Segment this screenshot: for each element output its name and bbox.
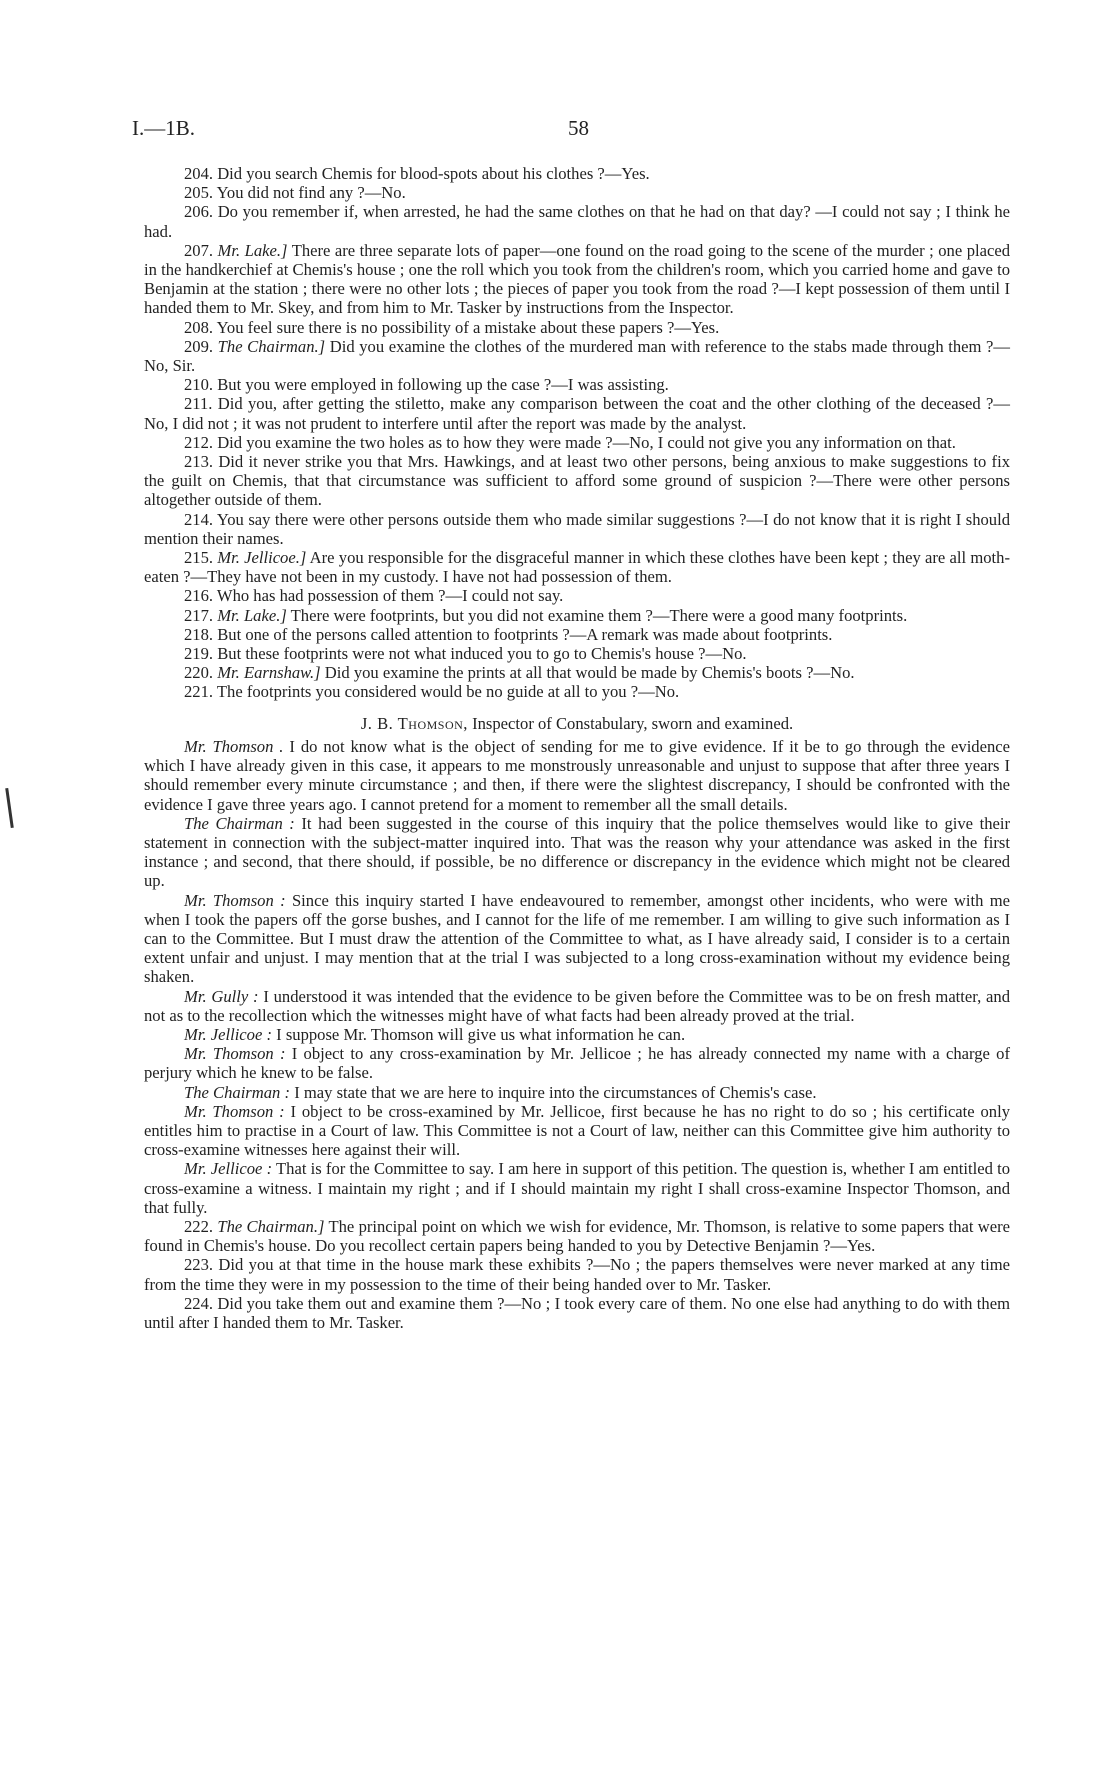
paragraph-text: Do you remember if, when arrested, he had the same clothes on that he had on that day? —I could not say ; I think he had.	[144, 202, 1010, 241]
speaker-label: Mr. Jellicoe.]	[217, 548, 307, 568]
question-number: 224.	[184, 1293, 214, 1313]
paragraph-text: Did you at that time in the house mark these exhibits ?—No ; the papers themselves were never marked at any time from the time they were in my possession to the time of their being handed over to Mr. Tasker.	[144, 1255, 1010, 1294]
transcript-paragraph	[144, 606, 1010, 625]
paragraph-text: That is for the Committee to say. I am here in support of this petition. The question is, whether I am entitled to cross-examine a witness. I maintain my right ; and if I should maintain my right I shall cross-examine Inspector Thomson, and that fully.	[144, 1159, 1010, 1217]
transcript-paragraph	[144, 183, 1010, 202]
paragraph-text: But one of the persons called attention to footprints ?—A remark was made about footprints.	[217, 624, 833, 644]
witness-description: Inspector of Constabulary, sworn and examined.	[472, 713, 794, 733]
speaker-label: Mr. Thomson :	[184, 1044, 286, 1064]
speaker-label: Mr. Earnshaw.]	[217, 663, 321, 683]
speaker-label: Mr. Thomson :	[184, 890, 286, 910]
paragraph-text: I suppose Mr. Thomson will give us what information he can.	[276, 1024, 686, 1044]
witness-heading	[144, 714, 1010, 733]
page-header	[132, 116, 1012, 146]
transcript-paragraph	[144, 337, 1010, 375]
paragraph-text: There are three separate lots of paper—one found on the road going to the scene of the murder ; one placed in the handkerchief at Chemis's house ; one the roll which you took from the children's room, which you carried home and gave to Benjamin at the station ; there were no other lots ; the pieces of paper you took from the road ?—I kept possession of them until I handed them to Mr. Skey, and from him to Mr. Tasker by instructions from the Inspector.	[144, 240, 1010, 318]
question-number: 206.	[184, 202, 214, 222]
transcript-paragraph	[144, 891, 1010, 987]
speaker-label: Mr. Thomson .	[184, 736, 284, 756]
speaker-label: Mr. Jellicoe :	[184, 1159, 273, 1179]
transcript-paragraph	[144, 318, 1010, 337]
examination-part-1	[144, 164, 1010, 702]
paragraph-text: You feel sure there is no possibility of a mistake about these papers ?—Yes.	[216, 317, 720, 337]
paragraph-text: Did you search Chemis for blood-spots about his clothes ?—Yes.	[217, 164, 650, 183]
question-number: 213.	[184, 452, 214, 472]
paragraph-text: The footprints you considered would be no guide at all to you ?—No.	[216, 682, 680, 702]
speaker-label: Mr. Thomson :	[184, 1101, 285, 1121]
transcript-paragraph	[144, 202, 1010, 240]
transcript-paragraph	[144, 814, 1010, 891]
paragraph-text: Since this inquiry started I have endeavoured to remember, amongst other incidents, who were with me when I took the papers off the gorse bushes, and I cannot for the life of me remember. I am willing to give such information as I can to the Committee. But I must draw the attention of the Committee to what, as I have already said, I consider is to a certain extent unfair and unjust. I may mention that at the trial I was subjected to a long cross-examination without my evidence being shaken.	[144, 890, 1010, 987]
transcript-paragraph	[144, 375, 1010, 394]
margin-pen-mark	[5, 788, 14, 828]
transcript-paragraph	[144, 1025, 1010, 1044]
transcript-paragraph	[144, 737, 1010, 814]
speaker-label: The Chairman.]	[217, 1216, 325, 1236]
transcript-paragraph	[144, 164, 1010, 183]
paragraph-text: I object to any cross-examination by Mr. Jellicoe ; he has already connected my name with a charge of perjury which he knew to be false.	[144, 1044, 1010, 1083]
page-number: 58	[568, 116, 589, 140]
question-number: 222.	[184, 1216, 214, 1236]
paragraph-text: You say there were other persons outside them who made similar suggestions ?—I do not know that it is right I should mention their names.	[144, 509, 1010, 548]
paragraph-text: But you were employed in following up the case ?—I was assisting.	[217, 375, 669, 395]
speaker-label: Mr. Jellicoe :	[184, 1024, 272, 1044]
transcript-paragraph	[144, 433, 1010, 452]
document-body	[144, 164, 1010, 1332]
transcript-paragraph	[144, 1255, 1010, 1293]
transcript-paragraph	[144, 682, 1010, 701]
transcript-paragraph	[144, 663, 1010, 682]
question-number: 223.	[184, 1255, 214, 1275]
paragraph-text: But these footprints were not what induced you to go to Chemis's house ?—No.	[217, 644, 747, 664]
paragraph-text: Did you, after getting the stiletto, make any comparison between the coat and the other clothing of the deceased ?—No, I did not ; it was not prudent to interfere until after the report was made by the analyst.	[144, 394, 1010, 433]
question-number: 221.	[184, 682, 214, 702]
question-number: 210.	[184, 375, 214, 395]
transcript-paragraph	[144, 987, 1010, 1025]
speaker-label: Mr. Gully :	[184, 986, 259, 1006]
transcript-paragraph	[144, 1159, 1010, 1217]
paragraph-text: I may state that we are here to inquire into the circumstances of Chemis's case.	[294, 1082, 817, 1102]
question-number: 214.	[184, 509, 214, 529]
question-number: 211.	[184, 394, 213, 414]
paragraph-text: Did you take them out and examine them ?—No ; I took every care of them. No one else had anything to do with them until after I handed them to Mr. Tasker.	[144, 1293, 1010, 1332]
question-number: 205.	[184, 183, 214, 203]
paragraph-text: There were footprints, but you did not examine them ?—There were a good many footprints.	[290, 605, 908, 625]
paragraph-text: You did not find any ?—No.	[216, 183, 406, 203]
transcript-paragraph	[144, 644, 1010, 663]
paragraph-text: Are you responsible for the disgraceful manner in which these clothes have been kept ; they are all moth-eaten ?—They have not been in my custody. I have not had possession of them.	[144, 548, 1010, 587]
paragraph-text: Did you examine the prints at all that would be made by Chemis's boots ?—No.	[324, 663, 855, 683]
speaker-label: The Chairman :	[184, 1082, 291, 1102]
question-number: 218.	[184, 624, 214, 644]
question-number: 212.	[184, 432, 214, 452]
paragraph-text: The principal point on which we wish for evidence, Mr. Thomson, is relative to some papers that were found in Chemis's house. Do you recollect certain papers being handed to you by Detective Benjamin ?—Yes.	[144, 1216, 1011, 1256]
paragraph-text: Who has had possession of them ?—I could not say.	[216, 586, 564, 606]
witness-name: J. B. Thomson,	[360, 713, 468, 733]
speaker-label: Mr. Lake.]	[217, 605, 287, 625]
transcript-paragraph	[144, 241, 1010, 318]
paragraph-text: I do not know what is the object of sending for me to give evidence. If it be to go through the evidence which I have already given in this case, it appears to me monstrously unreasonable and unjust to suppose that after three years I should remember every minute circumstance ; and then, if there were the slightest discrepancy, I should be confronted with the evidence I gave three years ago. I cannot pretend for a moment to remember all the small details.	[144, 736, 1010, 814]
transcript-paragraph	[144, 510, 1010, 548]
transcript-paragraph	[144, 1294, 1010, 1332]
speaker-label: The Chairman.]	[217, 336, 326, 356]
transcript-paragraph	[144, 1044, 1010, 1082]
question-number: 208.	[184, 317, 214, 337]
question-number: 207.	[184, 240, 214, 260]
question-number: 209.	[184, 336, 214, 356]
paragraph-text: I understood it was intended that the evidence to be given before the Committee was to be on fresh matter, and not as to the recollection which the witnesses might have of what facts had been already proved at the trial.	[144, 986, 1011, 1025]
paragraph-text: Did you examine the clothes of the murdered man with reference to the stabs made through them ?—No, Sir.	[144, 336, 1010, 376]
transcript-paragraph	[144, 586, 1010, 605]
paragraph-text: Did it never strike you that Mrs. Hawkings, and at least two other persons, being anxious to make suggestions to fix the guilt on Chemis, that that circumstance was sufficient to afford some ground of suspicion ?—There were other persons altogether outside of them.	[144, 452, 1010, 510]
transcript-paragraph	[144, 1217, 1010, 1255]
question-number: 217.	[184, 605, 214, 625]
transcript-paragraph	[144, 1083, 1010, 1102]
transcript-paragraph	[144, 394, 1010, 432]
paragraph-text: It had been suggested in the course of this inquiry that the police themselves would like to give their statement in connection with the subject-matter inquired into. That was the reason why your attendance was asked in the first instance ; and second, that there should, if possible, be no difference or discrepancy in the evidence which might not be cleared up.	[144, 813, 1011, 891]
speaker-label: The Chairman :	[184, 813, 295, 833]
transcript-paragraph	[144, 548, 1010, 586]
transcript-paragraph	[144, 625, 1010, 644]
transcript-paragraph	[144, 452, 1010, 510]
paragraph-text: I object to be cross-examined by Mr. Jellicoe, first because he has no right to do so ; his certificate only entitles him to practise in a Court of law. This Committee is not a Court of law, neither can this Committee give him authority to cross-examine witnesses here against their will.	[144, 1101, 1010, 1160]
question-number: 216.	[184, 586, 214, 606]
question-number: 204.	[184, 164, 214, 183]
transcript-paragraph	[144, 1102, 1010, 1160]
document-reference: I.—1B.	[132, 116, 195, 140]
examination-part-2	[144, 737, 1010, 1332]
paragraph-text: Did you examine the two holes as to how they were made ?—No, I could not give you any information on that.	[217, 432, 956, 452]
question-number: 215.	[184, 548, 214, 568]
question-number: 219.	[184, 644, 214, 664]
question-number: 220.	[184, 663, 214, 683]
speaker-label: Mr. Lake.]	[217, 240, 288, 260]
